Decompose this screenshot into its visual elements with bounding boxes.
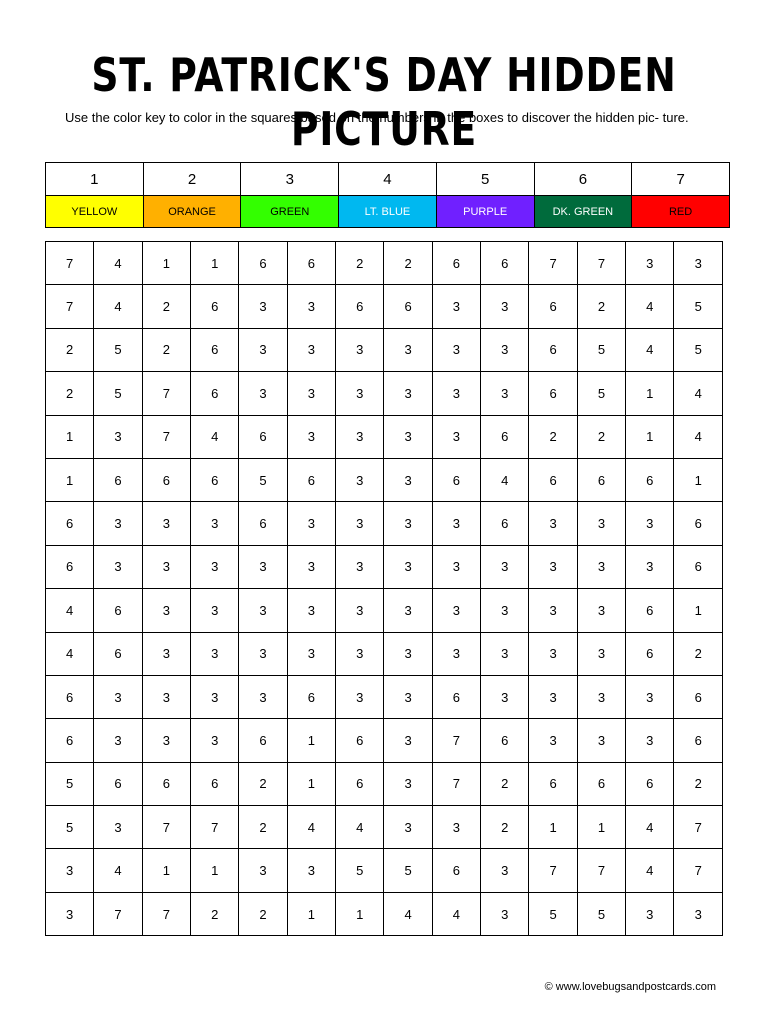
grid-cell[interactable]: 4 (674, 372, 723, 415)
grid-cell[interactable]: 3 (46, 892, 94, 935)
grid-cell[interactable]: 3 (481, 892, 529, 935)
grid-cell[interactable]: 3 (94, 806, 142, 849)
grid-cell[interactable]: 3 (287, 502, 335, 545)
grid-cell[interactable]: 3 (239, 849, 287, 892)
grid-cell[interactable]: 2 (336, 242, 384, 285)
grid-cell[interactable]: 6 (529, 285, 577, 328)
grid-cell[interactable]: 6 (287, 675, 335, 718)
color-key-number: 5 (436, 163, 534, 196)
grid-cell[interactable]: 3 (481, 675, 529, 718)
grid-cell[interactable]: 1 (287, 719, 335, 762)
color-key-number: 4 (339, 163, 437, 196)
grid-cell[interactable]: 6 (46, 502, 94, 545)
grid-cell[interactable]: 3 (336, 589, 384, 632)
grid-cell[interactable]: 3 (432, 806, 480, 849)
grid-cell[interactable]: 6 (626, 762, 674, 805)
grid-cell[interactable]: 1 (46, 458, 94, 501)
grid-cell[interactable]: 4 (46, 589, 94, 632)
color-key-number-row (46, 163, 730, 196)
color-key-number: 3 (241, 163, 339, 196)
grid-cell[interactable]: 5 (46, 762, 94, 805)
grid-cell[interactable]: 3 (336, 372, 384, 415)
grid-cell[interactable]: 6 (191, 762, 239, 805)
grid-cell[interactable]: 7 (529, 849, 577, 892)
grid-cell[interactable]: 6 (191, 285, 239, 328)
grid-cell[interactable]: 3 (239, 589, 287, 632)
grid-cell[interactable]: 3 (94, 675, 142, 718)
grid-cell[interactable]: 7 (674, 849, 723, 892)
grid-cell[interactable]: 3 (529, 719, 577, 762)
grid-cell[interactable]: 3 (432, 545, 480, 588)
color-key-swatch: PURPLE (436, 196, 534, 228)
grid-cell[interactable]: 3 (626, 545, 674, 588)
grid-cell[interactable]: 3 (626, 242, 674, 285)
grid-cell[interactable]: 6 (674, 719, 723, 762)
grid-cell[interactable]: 6 (94, 589, 142, 632)
grid-cell[interactable]: 2 (239, 892, 287, 935)
grid-cell[interactable]: 2 (384, 242, 432, 285)
grid-cell[interactable]: 6 (577, 458, 625, 501)
grid-cell[interactable]: 3 (384, 719, 432, 762)
grid-cell[interactable]: 3 (336, 632, 384, 675)
grid-cell[interactable]: 3 (287, 372, 335, 415)
grid-row (46, 372, 723, 415)
grid-cell[interactable]: 3 (287, 545, 335, 588)
color-key-number: 2 (143, 163, 241, 196)
grid-cell[interactable]: 3 (384, 632, 432, 675)
grid-cell[interactable]: 7 (46, 285, 94, 328)
grid-row (46, 849, 723, 892)
grid-cell[interactable]: 1 (626, 372, 674, 415)
grid-cell[interactable]: 5 (94, 328, 142, 371)
grid-cell[interactable]: 3 (481, 632, 529, 675)
color-key-swatch: GREEN (241, 196, 339, 228)
grid-cell[interactable]: 6 (432, 675, 480, 718)
grid-row (46, 415, 723, 458)
grid-cell[interactable]: 3 (384, 589, 432, 632)
grid-cell[interactable]: 1 (336, 892, 384, 935)
grid-cell[interactable]: 3 (287, 632, 335, 675)
grid-cell[interactable]: 6 (529, 458, 577, 501)
grid-cell[interactable]: 1 (674, 589, 723, 632)
grid-cell[interactable]: 4 (46, 632, 94, 675)
grid-cell[interactable]: 4 (384, 892, 432, 935)
grid-cell[interactable]: 5 (94, 372, 142, 415)
grid-cell[interactable]: 3 (384, 372, 432, 415)
grid-cell[interactable]: 4 (287, 806, 335, 849)
grid-row (46, 806, 723, 849)
grid-cell[interactable]: 6 (336, 285, 384, 328)
grid-cell[interactable]: 6 (626, 458, 674, 501)
grid-cell[interactable]: 6 (239, 415, 287, 458)
grid-cell[interactable]: 3 (384, 675, 432, 718)
grid-cell[interactable]: 3 (336, 545, 384, 588)
grid-cell[interactable]: 6 (94, 458, 142, 501)
grid-cell[interactable]: 3 (577, 589, 625, 632)
grid-cell[interactable]: 3 (239, 285, 287, 328)
grid-cell[interactable]: 6 (432, 458, 480, 501)
grid-cell[interactable]: 6 (481, 415, 529, 458)
grid-cell[interactable]: 2 (239, 806, 287, 849)
grid-cell[interactable]: 5 (384, 849, 432, 892)
grid-cell[interactable]: 4 (94, 849, 142, 892)
grid-cell[interactable]: 3 (577, 675, 625, 718)
grid-cell[interactable]: 4 (626, 806, 674, 849)
grid-cell[interactable]: 6 (46, 675, 94, 718)
color-key-number: 7 (632, 163, 730, 196)
grid-cell[interactable]: 3 (384, 762, 432, 805)
grid-cell[interactable]: 2 (674, 762, 723, 805)
grid-cell[interactable]: 3 (191, 675, 239, 718)
grid-cell[interactable]: 3 (94, 545, 142, 588)
grid-cell[interactable]: 1 (46, 415, 94, 458)
grid-cell[interactable]: 3 (287, 285, 335, 328)
grid-cell[interactable]: 3 (191, 589, 239, 632)
grid-cell[interactable]: 2 (481, 762, 529, 805)
grid-cell[interactable]: 3 (142, 589, 190, 632)
grid-cell[interactable]: 3 (142, 545, 190, 588)
grid-cell[interactable]: 3 (577, 545, 625, 588)
grid-cell[interactable]: 3 (239, 328, 287, 371)
grid-cell[interactable]: 6 (336, 719, 384, 762)
grid-row (46, 675, 723, 718)
grid-cell[interactable]: 6 (191, 372, 239, 415)
grid-cell[interactable]: 6 (674, 545, 723, 588)
grid-cell[interactable]: 2 (239, 762, 287, 805)
grid-cell[interactable]: 3 (142, 632, 190, 675)
grid-cell[interactable]: 3 (481, 328, 529, 371)
grid-cell[interactable]: 1 (287, 762, 335, 805)
color-key-swatch: RED (632, 196, 730, 228)
grid-cell[interactable]: 3 (384, 458, 432, 501)
grid-cell[interactable]: 3 (191, 502, 239, 545)
grid-cell[interactable]: 2 (46, 328, 94, 371)
page-title: ST. PATRICK'S DAY HIDDEN PICTURE (91, 48, 677, 156)
grid-cell[interactable]: 3 (432, 285, 480, 328)
copyright-footer: © www.lovebugsandpostcards.com (544, 981, 716, 993)
grid-row (46, 892, 723, 935)
grid-row (46, 545, 723, 588)
grid-cell[interactable]: 3 (191, 545, 239, 588)
grid-cell[interactable]: 3 (529, 545, 577, 588)
color-key-number: 6 (534, 163, 632, 196)
grid-cell[interactable]: 3 (336, 458, 384, 501)
color-key-swatch: YELLOW (46, 196, 144, 228)
grid-cell[interactable]: 5 (529, 892, 577, 935)
grid-cell[interactable]: 5 (336, 849, 384, 892)
grid-cell[interactable]: 5 (46, 806, 94, 849)
grid-cell[interactable]: 1 (529, 806, 577, 849)
grid-cell[interactable]: 7 (142, 806, 190, 849)
grid-cell[interactable]: 1 (191, 849, 239, 892)
grid-cell[interactable]: 4 (626, 328, 674, 371)
grid-cell[interactable]: 3 (626, 502, 674, 545)
grid-cell[interactable]: 3 (142, 719, 190, 762)
grid-cell[interactable]: 4 (674, 415, 723, 458)
color-key-number: 1 (46, 163, 144, 196)
grid-cell[interactable]: 3 (481, 285, 529, 328)
grid-cell[interactable]: 7 (577, 242, 625, 285)
grid-cell[interactable]: 6 (142, 458, 190, 501)
grid-cell[interactable]: 3 (626, 719, 674, 762)
grid-cell[interactable]: 6 (94, 762, 142, 805)
grid-cell[interactable]: 1 (287, 892, 335, 935)
grid-cell[interactable]: 3 (384, 415, 432, 458)
grid-cell[interactable]: 6 (674, 502, 723, 545)
instructions-text: Use the color key to color in the squares based on the numbers in the boxes to discover the hidden pic- ture. (65, 110, 689, 125)
grid-cell[interactable]: 7 (432, 719, 480, 762)
grid-cell[interactable]: 7 (142, 372, 190, 415)
grid-cell[interactable]: 3 (481, 372, 529, 415)
grid-cell[interactable]: 4 (191, 415, 239, 458)
grid-cell[interactable]: 3 (94, 502, 142, 545)
grid-cell[interactable]: 3 (529, 589, 577, 632)
grid-cell[interactable]: 1 (142, 849, 190, 892)
grid-cell[interactable]: 4 (481, 458, 529, 501)
grid-cell[interactable]: 6 (287, 458, 335, 501)
grid-cell[interactable]: 6 (481, 719, 529, 762)
grid-cell[interactable]: 3 (287, 849, 335, 892)
grid-cell[interactable]: 3 (432, 502, 480, 545)
grid-cell[interactable]: 3 (336, 675, 384, 718)
grid-cell[interactable]: 2 (577, 415, 625, 458)
grid-cell[interactable]: 3 (239, 675, 287, 718)
grid-cell[interactable]: 5 (674, 328, 723, 371)
grid-cell[interactable]: 6 (384, 285, 432, 328)
grid-cell[interactable]: 3 (529, 675, 577, 718)
grid-cell[interactable]: 3 (384, 328, 432, 371)
grid-row (46, 762, 723, 805)
grid-cell[interactable]: 3 (529, 632, 577, 675)
grid-row (46, 589, 723, 632)
grid-cell[interactable]: 4 (94, 242, 142, 285)
grid-cell[interactable]: 6 (432, 849, 480, 892)
grid-cell[interactable]: 6 (239, 719, 287, 762)
grid-cell[interactable]: 6 (94, 632, 142, 675)
grid-cell[interactable]: 3 (46, 849, 94, 892)
grid-row (46, 458, 723, 501)
grid-cell[interactable]: 6 (626, 632, 674, 675)
grid-cell[interactable]: 5 (239, 458, 287, 501)
grid-cell[interactable]: 3 (191, 632, 239, 675)
grid-cell[interactable]: 3 (384, 502, 432, 545)
grid-cell[interactable]: 1 (626, 415, 674, 458)
grid-cell[interactable]: 7 (432, 762, 480, 805)
grid-cell[interactable]: 3 (529, 502, 577, 545)
grid-cell[interactable]: 4 (626, 849, 674, 892)
grid-cell[interactable]: 5 (674, 285, 723, 328)
grid-cell[interactable]: 4 (432, 892, 480, 935)
grid-cell[interactable]: 2 (46, 372, 94, 415)
grid-cell[interactable]: 6 (239, 502, 287, 545)
grid-cell[interactable]: 6 (46, 719, 94, 762)
grid-cell[interactable]: 3 (626, 892, 674, 935)
grid-cell[interactable]: 4 (336, 806, 384, 849)
grid-cell[interactable]: 4 (626, 285, 674, 328)
grid-cell[interactable]: 7 (577, 849, 625, 892)
grid-cell[interactable]: 6 (46, 545, 94, 588)
grid-cell[interactable]: 1 (142, 242, 190, 285)
grid-cell[interactable]: 3 (287, 328, 335, 371)
grid-row (46, 632, 723, 675)
number-grid (45, 241, 723, 936)
grid-cell[interactable]: 7 (142, 415, 190, 458)
grid-cell[interactable]: 6 (191, 458, 239, 501)
grid-cell[interactable]: 3 (432, 589, 480, 632)
grid-cell[interactable]: 3 (336, 328, 384, 371)
grid-cell[interactable]: 3 (239, 372, 287, 415)
grid-cell[interactable]: 7 (94, 892, 142, 935)
grid-cell[interactable]: 3 (336, 502, 384, 545)
grid-cell[interactable]: 2 (191, 892, 239, 935)
grid-cell[interactable]: 3 (432, 415, 480, 458)
grid-cell[interactable]: 3 (674, 242, 723, 285)
grid-cell[interactable]: 3 (626, 675, 674, 718)
grid-cell[interactable]: 6 (239, 242, 287, 285)
grid-cell[interactable]: 3 (239, 632, 287, 675)
grid-cell[interactable]: 7 (142, 892, 190, 935)
grid-cell[interactable]: 2 (142, 285, 190, 328)
grid-cell[interactable]: 3 (142, 502, 190, 545)
color-key-swatch: DK. GREEN (534, 196, 632, 228)
color-key-table (45, 162, 730, 228)
grid-cell[interactable]: 6 (674, 675, 723, 718)
grid-cell[interactable]: 6 (142, 762, 190, 805)
grid-cell[interactable]: 3 (432, 632, 480, 675)
grid-cell[interactable]: 1 (191, 242, 239, 285)
grid-cell[interactable]: 3 (239, 545, 287, 588)
grid-cell[interactable]: 2 (142, 328, 190, 371)
color-key-swatch: LT. BLUE (339, 196, 437, 228)
grid-cell[interactable]: 7 (191, 806, 239, 849)
grid-cell[interactable]: 6 (336, 762, 384, 805)
grid-cell[interactable]: 6 (529, 328, 577, 371)
grid-row (46, 328, 723, 371)
grid-cell[interactable]: 2 (529, 415, 577, 458)
grid-cell[interactable]: 3 (384, 806, 432, 849)
grid-cell[interactable]: 5 (577, 892, 625, 935)
grid-cell[interactable]: 1 (577, 806, 625, 849)
grid-cell[interactable]: 3 (674, 892, 723, 935)
grid-cell[interactable]: 3 (577, 632, 625, 675)
grid-cell[interactable]: 4 (94, 285, 142, 328)
grid-cell[interactable]: 6 (191, 328, 239, 371)
grid-cell[interactable]: 6 (626, 589, 674, 632)
grid-cell[interactable]: 3 (577, 719, 625, 762)
grid-cell[interactable]: 3 (432, 372, 480, 415)
grid-cell[interactable]: 6 (577, 762, 625, 805)
grid-cell[interactable]: 3 (384, 545, 432, 588)
grid-cell[interactable]: 3 (287, 415, 335, 458)
grid-cell[interactable]: 6 (529, 762, 577, 805)
grid-cell[interactable]: 6 (287, 242, 335, 285)
grid-cell[interactable]: 6 (432, 242, 480, 285)
grid-cell[interactable]: 2 (481, 806, 529, 849)
grid-cell[interactable]: 7 (674, 806, 723, 849)
grid-cell[interactable]: 2 (674, 632, 723, 675)
grid-cell[interactable]: 7 (529, 242, 577, 285)
grid-cell[interactable]: 3 (432, 328, 480, 371)
grid-row (46, 502, 723, 545)
grid-cell[interactable]: 5 (577, 328, 625, 371)
grid-row (46, 242, 723, 285)
grid-cell[interactable]: 2 (577, 285, 625, 328)
grid-cell[interactable]: 1 (674, 458, 723, 501)
grid-cell[interactable]: 3 (142, 675, 190, 718)
grid-cell[interactable]: 3 (191, 719, 239, 762)
grid-cell[interactable]: 6 (529, 372, 577, 415)
grid-cell[interactable]: 3 (94, 719, 142, 762)
grid-cell[interactable]: 3 (94, 415, 142, 458)
grid-cell[interactable]: 6 (481, 502, 529, 545)
grid-cell[interactable]: 3 (481, 589, 529, 632)
grid-cell[interactable]: 3 (481, 849, 529, 892)
grid-cell[interactable]: 3 (336, 415, 384, 458)
grid-row (46, 285, 723, 328)
color-key-color-row (46, 196, 730, 228)
grid-cell[interactable]: 3 (481, 545, 529, 588)
color-key-swatch: ORANGE (143, 196, 241, 228)
grid-cell[interactable]: 3 (577, 502, 625, 545)
grid-row (46, 719, 723, 762)
grid-cell[interactable]: 5 (577, 372, 625, 415)
grid-cell[interactable]: 7 (46, 242, 94, 285)
grid-cell[interactable]: 3 (287, 589, 335, 632)
grid-cell[interactable]: 6 (481, 242, 529, 285)
